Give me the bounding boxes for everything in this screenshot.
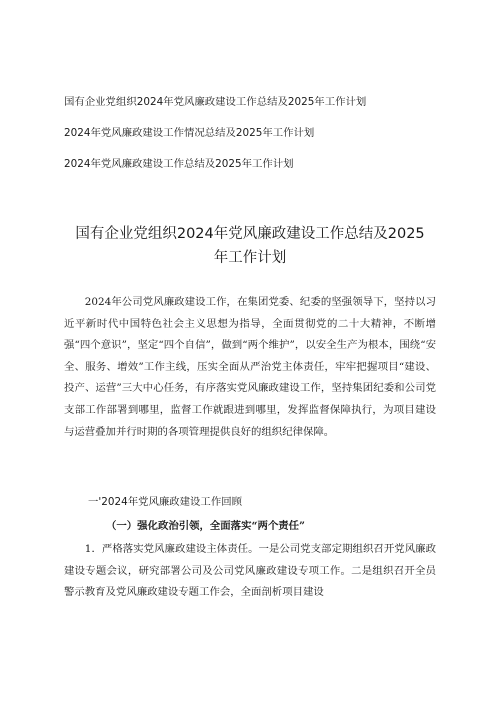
section-heading: 一'2024年党风廉政建设工作回顾 <box>88 496 242 508</box>
intro-section <box>64 292 436 443</box>
subsection-heading: （一）强化政治引领，全面落实“两个责任” <box>106 520 305 532</box>
intro-paragraph: 2024年公司党风廉政建设工作，在集团党委、纪委的坚强领导下，坚持以习近平新时代中国特色社会主义思想为指导，全面贯彻党的二十大精神，不断增强“四个意识”，坚定“四个自信”，做到“两个维护”，以安全生产为根本，围绕“安全、服务、增效”工作主线，压实全面从严治党主体责任，牢牢把握项目“建设、投产、运营”三大中心任务，有序落实党风廉政建设工作，坚持集团纪委和公司党支部工作部署到哪里，监督工作就跟进到哪里，发挥监督保障执行，为项目建设与运营叠加并行时期的各项管理提供良好的组织纪律保障。 <box>64 296 436 438</box>
toc-item: 2024年党风廉政建设工作总结及2025年工作计划 <box>64 158 294 170</box>
document-title <box>40 222 460 270</box>
body-paragraph: 1．严格落实党风廉政建设主体责任。一是公司党支部定期组织召开党风廉政建设专题会议，研究部署公司及公司党风廉政建设专项工作。二是组织召开全员警示教育及党风廉政建设专题工作会，全面剖析项目建设 <box>64 543 436 599</box>
toc-item: 国有企业党组织2024年党风廉政建设工作总结及2025年工作计划 <box>64 96 367 108</box>
title-line-2: 年工作计划 <box>213 250 287 266</box>
title-line-1: 国有企业党组织2024年党风廉政建设工作总结及2025 <box>75 226 425 242</box>
section-body <box>64 539 436 604</box>
table-of-contents <box>64 94 464 187</box>
toc-item: 2024年党风廉政建设工作情况总结及2025年工作计划 <box>64 127 315 139</box>
